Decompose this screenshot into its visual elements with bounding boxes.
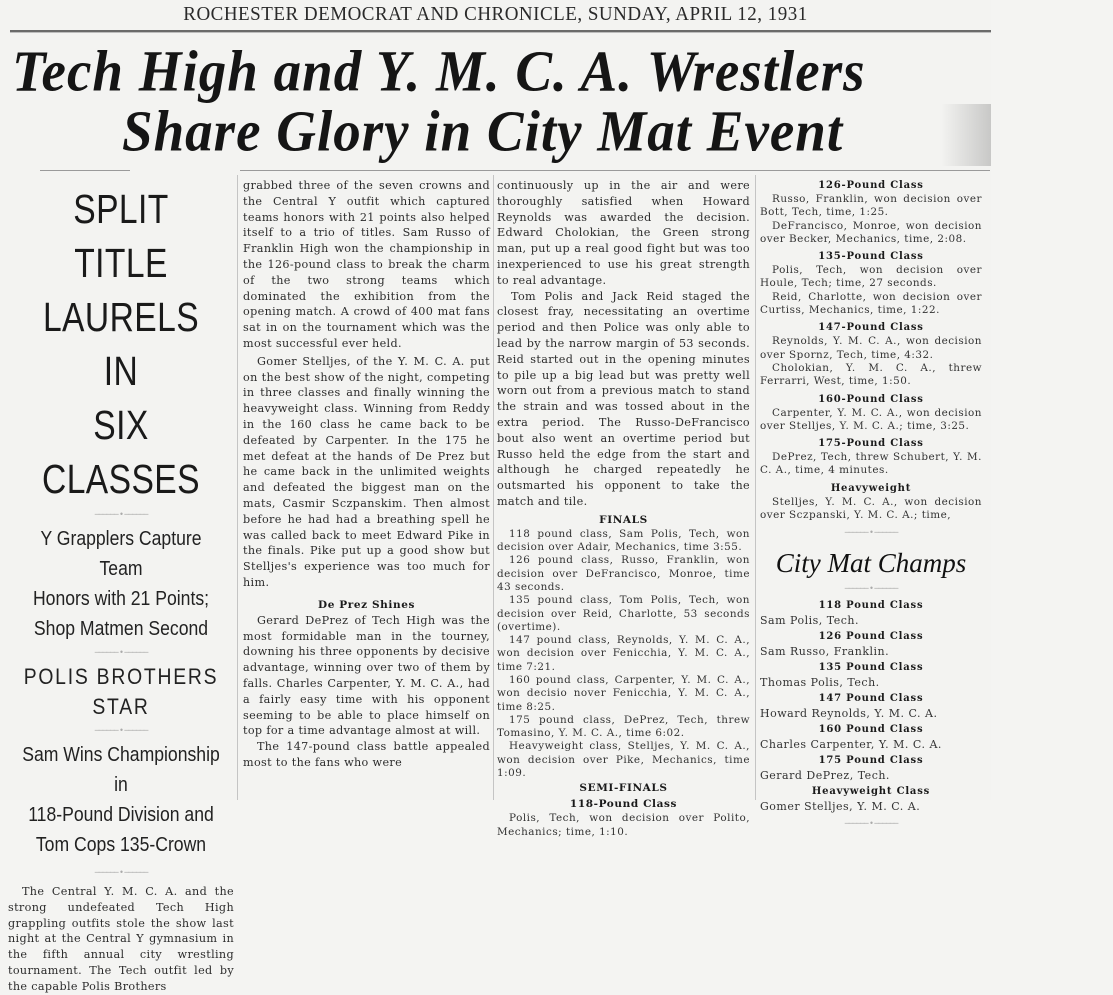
champ-class: 160 Pound Class: [818, 724, 924, 736]
masthead: ROCHESTER DEMOCRAT AND CHRONICLE, SUNDAY, APRIL 12, 1931: [183, 3, 808, 26]
deck-line: Y Grapplers Capture Team: [40, 528, 202, 580]
city-mat-champs-title: City Mat Champs: [775, 548, 967, 579]
headline-line-1: Tech High and Y. M. C. A. Wrestlers: [12, 39, 866, 104]
semifinal-result: Carpenter, Y. M. C. A., won decision over Stelljes, Y. M. C. A.; time, 3:25.: [760, 406, 982, 432]
final-result: 135 pound class, Tom Polis, Tech, won decision over Reid, Charlotte, 53 seconds (overtime).: [497, 594, 750, 633]
semifinal-result: Cholokian, Y. M. C. A., threw Ferrarri, West, time, 1:50.: [760, 361, 982, 388]
column-rule: [755, 175, 756, 800]
final-result: 175 pound class, DePrez, Tech, threw Tomasino, Y. M. C. A., time 6:02.: [497, 713, 750, 740]
champ-class: Heavyweight Class: [811, 786, 931, 798]
champ-class: 126 Pound Class: [818, 631, 924, 643]
champ-class: 118 Pound Class: [818, 600, 924, 612]
semifinal-result: Polis, Tech, won decision over Polito, Mechanics; time, 1:10.: [497, 812, 750, 838]
semifinal-result: Reynolds, Y. M. C. A., won decision over Spornz, Tech, time, 4:32.: [760, 335, 982, 361]
semifinal-result: Stelljes, Y. M. C. A., won decision over Sczpanski, Y. M. C. A.; time,: [760, 495, 982, 522]
final-result: Heavyweight class, Stelljes, Y. M. C. A., won decision over Pike, Mechanics, time 1:09.: [497, 740, 750, 780]
deck-line: Tom Cops 135-Crown: [35, 834, 207, 856]
column-rule: [237, 175, 238, 800]
article-paragraph: grabbed three of the seven crowns and the Central Y outfit which captured teams honors with 21 points also helped itself to a trio of titles. Sam Russo of Franklin High won the championship in the 126-pound class to break the charm of the two strong teams which dominated the exhibition from the opening match. A crowd of 400 mat fans sat in on the tournament which was the most successful ever held.: [243, 179, 490, 350]
deck-line: Honors with 21 Points;: [32, 588, 210, 610]
masthead-rule: [10, 30, 991, 33]
semifinal-result: Russo, Franklin, won decision over Bott, Tech, time, 1:25.: [760, 193, 982, 219]
column-4: [760, 178, 982, 814]
semifinal-result: DePrez, Tech, threw Schubert, Y. M. C. A., time, 4 minutes.: [760, 451, 982, 477]
champ-name: Gomer Stelljes, Y. M. C. A.: [760, 800, 921, 814]
article-paragraph: Gomer Stelljes, of the Y. M. C. A. put on the best show of the night, competing in three classes and finally winning the heavyweight class. Winning from Reddy in the 160 class he came back to be defeated by Carpenter. In the 175 he met defeat at the hands of De Prez but he came back in the unlimited weights and defeated the biggest man on the mats, Casmir Sczpanskim. Then almost before he had had a breathing spell he was called back to meet Edward Pike in the finals. Pike put up a good show but Stelljes's experience was too much for him.: [243, 354, 490, 589]
dot-divider: [8, 646, 234, 660]
semifinal-class: 118-Pound Class: [569, 798, 678, 811]
champ-name: Charles Carpenter, Y. M. C. A.: [760, 738, 942, 752]
headline-line-2: Share Glory in City Mat Event: [122, 99, 844, 164]
deck-line: 118-Pound Division and: [28, 804, 214, 826]
subhead-de-prez-shines: De Prez Shines: [318, 598, 415, 611]
semifinal-class: 147-Pound Class: [818, 322, 924, 334]
article-paragraph: Gerard DePrez of Tech High was the most formidable man in the tourney, downing his three opponents by decisive advantage, winning over two of them by falls. Charles Carpenter, Y. M. C. A., had a fairly easy time with his opponent seeming to be able to place himself on top for a time advantage almost at will.: [243, 613, 490, 738]
champ-name: Howard Reynolds, Y. M. C. A.: [760, 707, 938, 721]
finals-heading: FINALS: [599, 513, 648, 526]
column-rule: [493, 175, 494, 800]
deck-line: Sam Wins Championship in: [22, 744, 220, 796]
dot-divider: [760, 582, 982, 596]
deck-polis-brothers: POLIS BROTHERS STAR: [23, 664, 219, 719]
article-paragraph: continuously up in the air and were thoroughly satisfied when Howard Reynolds was awarded the decision. Edward Cholokian, the Green strong man, put up a real good fight but was too inexperienced to use his great strength to real advantage.: [497, 179, 750, 287]
deck-line: Shop Matmen Second: [33, 618, 209, 640]
champ-name: Sam Russo, Franklin.: [760, 645, 890, 659]
deck-line: SPLIT TITLE: [73, 186, 169, 286]
semifinals-heading: SEMI-FINALS: [579, 782, 668, 795]
divider: [240, 170, 990, 171]
deck-secondary: [22, 524, 221, 644]
lead-paragraph: The Central Y. M. C. A. and the strong undefeated Tech High grappling outfits stole the show last night at the Central Y gymnasium in the fifth annual city wrestling tournament. The Tech outfit led by the capable Polis Brothers: [8, 885, 234, 993]
semifinal-result: Polis, Tech, won decision over Houle, Tech; time, 27 seconds.: [760, 264, 982, 290]
semifinal-result: DeFrancisco, Monroe, won decision over Becker, Mechanics, time, 2:08.: [760, 219, 982, 245]
final-result: 118 pound class, Sam Polis, Tech, won decision over Adair, Mechanics, time 3:55.: [497, 527, 750, 554]
semifinal-class: Heavyweight: [830, 482, 912, 494]
dot-divider: [760, 526, 982, 540]
dot-divider: [8, 724, 234, 738]
champ-name: Sam Polis, Tech.: [760, 614, 860, 628]
champ-class: 147 Pound Class: [818, 693, 924, 705]
scan-shadow: [941, 104, 991, 166]
column-2: [243, 178, 490, 800]
deck-line: SIX CLASSES: [42, 402, 200, 502]
champ-class: 135 Pound Class: [818, 662, 924, 674]
semifinal-class: 160-Pound Class: [818, 393, 924, 405]
champ-name: Gerard DePrez, Tech.: [760, 769, 890, 783]
semifinal-class: 175-Pound Class: [818, 438, 924, 450]
deck-tertiary: [22, 740, 221, 860]
deck-main: [28, 182, 213, 506]
dot-divider: [8, 508, 234, 522]
article-paragraph: The 147-pound class battle appealed most to the fans who were: [243, 740, 490, 769]
divider: [40, 170, 130, 171]
final-result: 147 pound class, Reynolds, Y. M. C. A., won decision over Fenicchia, Y. M. C. A., time 7:21.: [497, 634, 750, 673]
final-result: 160 pound class, Carpenter, Y. M. C. A., won decisio nover Fenicchia, Y. M. C. A., time 8:25.: [497, 674, 750, 713]
semifinal-class: 135-Pound Class: [818, 251, 924, 263]
article-paragraph: Tom Polis and Jack Reid staged the closest fray, necessitating an overtime period and then Police was only able to lead by the narrow margin of 53 seconds. Reid started out in the opening minutes to pile up a big lead but was pretty well worn out from a previous match to stand the strain and was tossed about in the extra period. The Russo-DeFrancisco bout also went an overtime period but Russo held the edge from the start and although he charged repeatedly he outsmarted his opponent to take the match and tile.: [497, 289, 750, 508]
champ-name: Thomas Polis, Tech.: [760, 676, 880, 690]
semifinal-class: 126-Pound Class: [818, 180, 924, 191]
column-3: [497, 178, 750, 838]
column-1: [8, 178, 234, 993]
dot-divider: [8, 866, 234, 880]
champ-class: 175 Pound Class: [818, 755, 924, 767]
deck-line: LAURELS IN: [42, 294, 200, 394]
semifinal-result: Reid, Charlotte, won decision over Curtiss, Mechanics, time, 1:22.: [760, 290, 982, 317]
final-result: 126 pound class, Russo, Franklin, won decision over DeFrancisco, Monroe, time 43 seconds.: [497, 554, 750, 593]
dot-divider: [760, 817, 982, 831]
